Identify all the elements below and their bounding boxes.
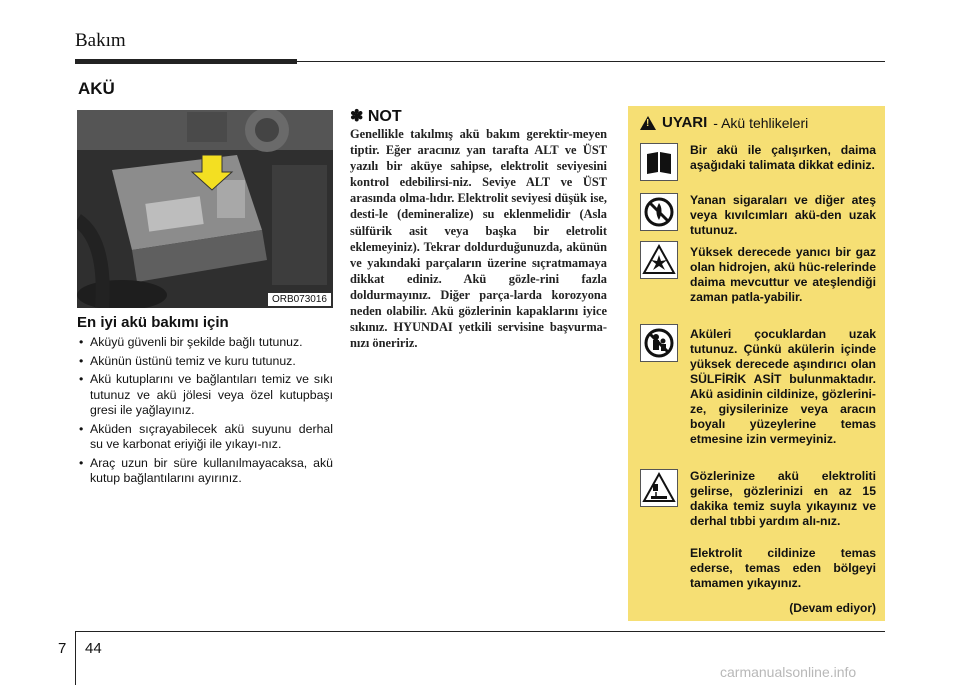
section-title: AKÜ bbox=[78, 79, 115, 98]
warning-subtitle: - Akü tehlikeleri bbox=[713, 114, 809, 131]
warning-title: UYARI bbox=[662, 114, 708, 131]
header-rule-thick bbox=[75, 59, 297, 64]
list-item: • Aküden sıçrayabilecek akü suyunu derhal su ve karbonat eriyiği ile yıkayı-nız. bbox=[77, 422, 333, 453]
warning-item-text: Elektrolit cildinize temas ederse, temas eden bölgeyi tamamen yıkayınız. bbox=[690, 546, 876, 590]
warning-item-text: Yanan sigaraları ve diğer ateş veya kıvılcımları akü-den uzak tutunuz. bbox=[690, 193, 876, 237]
no-flame-icon bbox=[640, 193, 678, 231]
care-title: En iyi akü bakımı için bbox=[77, 314, 229, 331]
note-title: ✽ NOT bbox=[350, 108, 402, 125]
warning-item-text: Gözlerinize akü elektroliti gelirse, gözlerinizi en az 15 dakika temiz suyla yıkayınız ve derhal tıbbi yardım alı-nız. bbox=[690, 469, 876, 528]
list-item: • Aküyü güvenli bir şekilde bağlı tutunuz. bbox=[77, 335, 333, 351]
page-header-title: Bakım bbox=[75, 30, 126, 51]
footer-divider bbox=[75, 631, 76, 685]
no-children-icon bbox=[640, 324, 678, 362]
list-item: • Akünün üstünü temiz ve kuru tutunuz. bbox=[77, 354, 333, 370]
note-body: Genellikle takılmış akü bakım gerektir-meyen tiptir. Eğer aracınız yan tarafta ALT ve ÜST yazılı bir aküye sahipse, elektrolit seviyesini kontrol edebilirsi-niz. Seviye ALT ve ÜST arasında olma-lıdır. Elektrolit seviyesi düşük ise, desti-le (demineralize) su eklenmelidir (Asla sülfürik asit veya başka bir eletrolit eklemeyiniz). Tekrar doldurduğunuzda, akünün ve yakındaki parçaların üzerine sıçratmamaya dikkat ediniz. Akü gözle-rini fazla doldurmayınız. Diğer parça-larda korozyona neden olabilir. Akü gözlerinin kapaklarını iyice sıkınız. HYUNDAI yetkili servisine başvurma-nızı öneririz. bbox=[350, 127, 607, 351]
warning-item-text: Yüksek derecede yanıcı bir gaz olan hidrojen, akü hüc-relerinde daima mevcuttur ve ateşlendiği zaman patla-yabilir. bbox=[690, 245, 876, 304]
explosion-icon bbox=[640, 241, 678, 279]
chapter-number: 7 bbox=[58, 640, 67, 657]
warning-triangle-icon bbox=[640, 116, 656, 130]
warning-header bbox=[640, 114, 808, 131]
list-item: • Araç uzun bir süre kullanılmayacaksa, akü kutup bağlantılarını ayırınız. bbox=[77, 456, 333, 487]
book-icon bbox=[640, 143, 678, 181]
photo-code: ORB073016 bbox=[268, 293, 331, 306]
header-rule-thin bbox=[297, 61, 885, 62]
warning-item-text: Bir akü ile çalışırken, daima aşağıdaki talimata dikkat ediniz. bbox=[690, 143, 876, 172]
acid-hazard-icon bbox=[640, 469, 678, 507]
list-item: • Akü kutuplarını ve bağlantıları temiz ve sıkı tutunuz ve akü jölesi veya özel kutupbaşı gresi ile yağlayınız. bbox=[77, 372, 333, 419]
watermark: carmanualsonline.info bbox=[720, 664, 857, 680]
warning-item-text: Aküleri çocuklardan uzak tutunuz. Çünkü akülerin içinde yüksek derecede aşındırıcı olan SÜLFİRİK ASİT bulunmaktadır. Akü asidinin cildinize, gözlerini-ze, giysilerinize veya aracın boyalı yüzeylerine temas etmesine izin vermeyiniz. bbox=[690, 327, 876, 446]
footer-rule bbox=[75, 631, 885, 632]
continued-label: (Devam ediyor) bbox=[789, 601, 876, 615]
battery-photo bbox=[77, 110, 333, 308]
care-list bbox=[77, 335, 333, 490]
page-number: 44 bbox=[85, 640, 102, 657]
